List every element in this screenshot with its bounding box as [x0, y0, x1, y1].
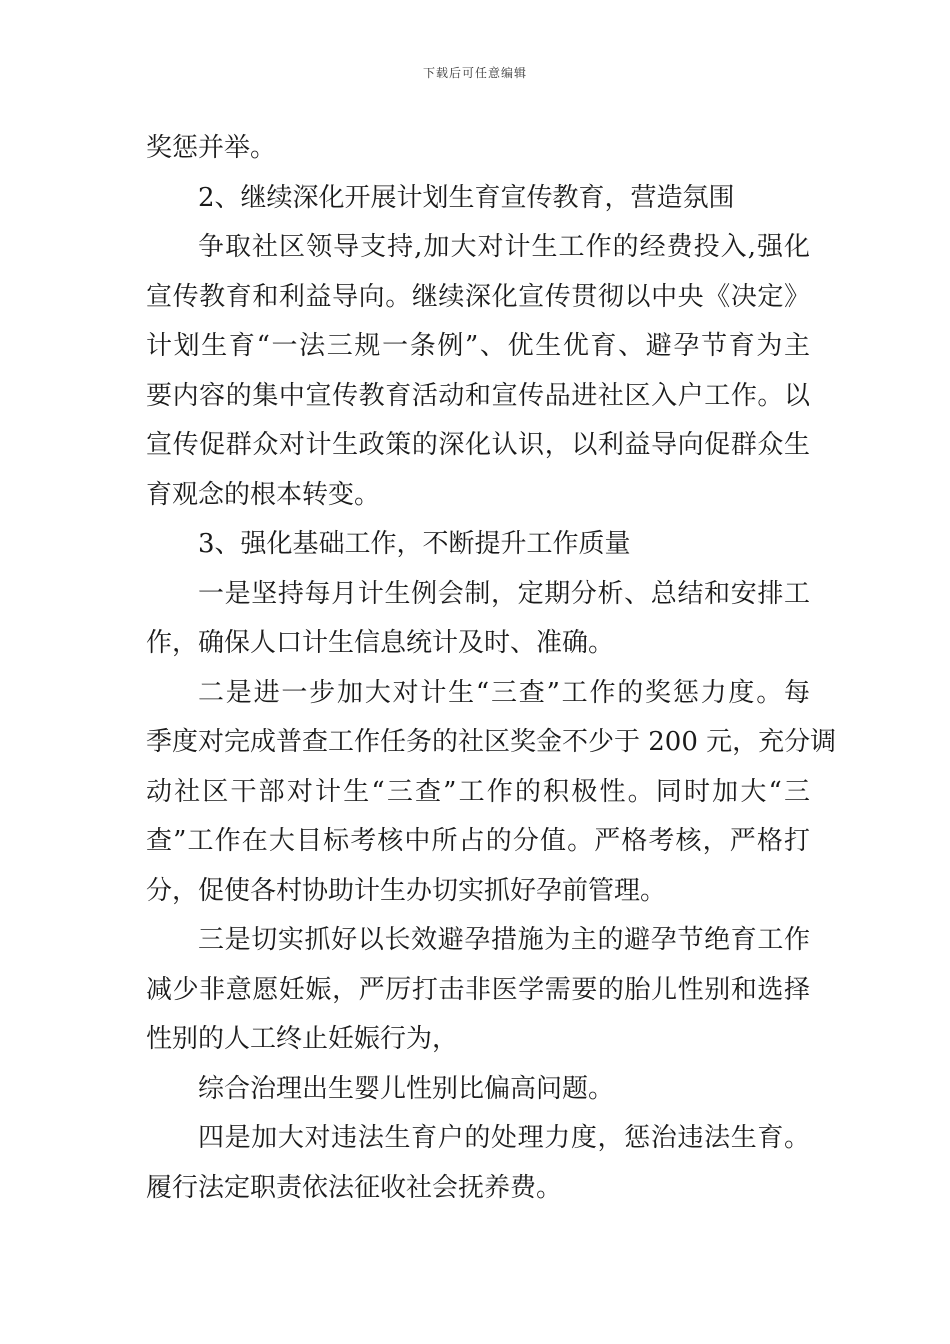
text-line-5: 计划生育“一法三规一条例”、优生优育、避孕节育为主: [146, 331, 810, 361]
text-line-11: 作，确保人口计生信息统计及时、准确。: [146, 628, 615, 658]
text-line-8: 育观念的根本转变。: [146, 479, 381, 510]
text-line-10: 一是坚持每月计生例会制，定期分析、总结和安排工: [198, 578, 810, 609]
text-line-16: 分，促使各村协助计生办切实抓好孕前管理。: [146, 875, 667, 906]
text-line-18: 减少非意愿妊娠，严厉打击非医学需要的胎儿性别和选择: [146, 974, 810, 1005]
section-heading-2: 2、继续深化开展计划生育宣传教育，营造氛围: [198, 182, 735, 213]
text-line-21: 四是加大对违法生育户的处理力度，惩治违法生育。: [198, 1123, 810, 1153]
text-line-1: 奖惩并举。: [146, 133, 277, 163]
document-body: [146, 124, 837, 1213]
text-line-17: 三是切实抓好以长效避孕措施为主的避孕节绝育工作: [198, 925, 810, 955]
text-line-14: 动社区干部对计生“三查”工作的积极性。同时加大“三: [146, 776, 810, 807]
text-line-22: 履行法定职责依法征收社会抚养费。: [146, 1172, 563, 1203]
text-line-19: 性别的人工终止妊娠行为，: [146, 1024, 459, 1054]
section-heading-3: 3、强化基础工作，不断提升工作质量: [198, 529, 631, 559]
text-line-7: 宣传促群众对计生政策的深化认识，以利益导向促群众生: [146, 430, 810, 460]
text-line-4: 宣传教育和利益导向。继续深化宣传贯彻以中央《决定》: [146, 281, 810, 312]
text-line-3: 争取社区领导支持,加大对计生工作的经费投入,强化: [198, 232, 810, 262]
page-header: 下载后可任意编辑: [422, 66, 527, 80]
text-line-20: 综合治理出生婴儿性别比偏高问题。: [198, 1073, 615, 1104]
text-line-12: 二是进一步加大对计生“三查”工作的奖惩力度。每: [198, 677, 810, 708]
text-line-15: 查”工作在大目标考核中所占的分值。严格考核，严格打: [146, 826, 810, 856]
text-line-13: 季度对完成普查工作任务的社区奖金不少于 200 元，充分调: [146, 727, 837, 757]
text-line-6: 要内容的集中宣传教育活动和宣传品进社区入户工作。以: [146, 380, 810, 411]
